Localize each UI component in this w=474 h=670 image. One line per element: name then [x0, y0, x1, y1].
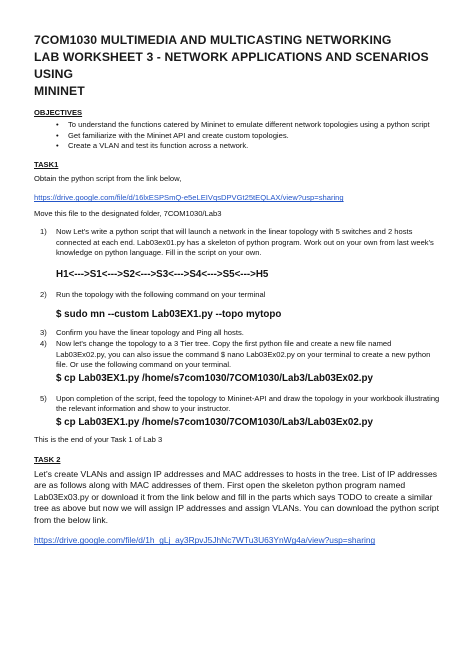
command-copy-file-2: $ cp Lab03EX1.py /home/s7com1030/7COM1030/Lab3/Lab03Ex02.py — [56, 416, 373, 428]
task1-end-note: This is the end of your Task 1 of Lab 3 — [34, 434, 163, 444]
task2-script-link[interactable]: https://drive.google.com/file/d/1h_gLj_ay3RpvJ5JhNc7WTu3U63YnWg4a/view?usp=sharing — [34, 535, 376, 546]
title-line-1: 7COM1030 MULTIMEDIA AND MULTICASTING NETWORKING — [34, 33, 392, 47]
bullet-icon: • — [56, 130, 59, 140]
step-4: 4) Now let's change the topology to a 3 Tier tree. Copy the first python file and create a new file named Lab03Ex02.py, you can also issue the command $ nano Lab03Ex02.py on your terminal to create a new python file. Or use the following command on your terminal. — [40, 338, 431, 370]
objectives-heading: OBJECTIVES — [34, 108, 83, 117]
bullet-icon: • — [56, 120, 59, 129]
title-line-2: LAB WORKSHEET 3 - NETWORK APPLICATIONS AND SCENARIOS USING — [34, 50, 429, 81]
task1-script-link[interactable]: https://drive.google.com/file/d/16lxESPSmQ-e5eLEIVqsDPVGt25tEQLAX/view?usp=sharing — [34, 193, 344, 203]
objective-item: • Create a VLAN and test its function across a network. — [56, 141, 249, 151]
objective-item: • Get familiarize with the Mininet API and create custom topologies. — [56, 130, 289, 140]
task2-description: Let's create VLANs and assign IP addresses and MAC addresses to hosts in the tree. List of IP addresses are as follows along with MAC addresses of them. First open the skeleton python program named Lab03Ex03.py or download it from the link below and fill in the parts which says TODO to create a similar tree as above but now we will assign IP addresses and assign VLANs. You can download the python script from the below link. — [34, 468, 439, 525]
task1-steps — [34, 227, 440, 259]
task1-move-instruction: Move this file to the designated folder, 7COM1030/Lab3 — [34, 209, 222, 219]
step-3: 3) Confirm you have the linear topology and Ping all hosts. — [40, 328, 244, 338]
objective-item: • To understand the functions catered by Mininet to emulate different network topologies using a python script — [56, 120, 430, 129]
step-1: 1) Now Let's write a python script that will launch a network in the linear topology with 5 switches and 2 hosts connected at each end. Lab03ex01.py has a skeleton of python program. Work out on your own from last week's knowledge on python language. Fill in the script on your own. — [40, 226, 434, 258]
task2-heading: TASK 2 — [34, 454, 61, 464]
command-run-topology: $ sudo mn --custom Lab03EX1.py --topo mytopo — [56, 309, 282, 321]
task1-heading: TASK1 — [34, 159, 59, 169]
bullet-icon: • — [56, 141, 59, 151]
document-title — [34, 32, 440, 100]
step-5: 5) Upon completion of the script, feed the topology to Mininet-API and draw the topology in your workbook illustrating the relevant information and show to your instructor. — [40, 393, 440, 414]
task1-intro: Obtain the python script from the link below, — [34, 173, 182, 183]
objectives-list — [34, 120, 440, 152]
step-2: 2) Run the topology with the following command on your terminal — [40, 289, 266, 299]
topology-diagram-text: H1<--->S1<--->S2<--->S3<--->S4<--->S5<--->H5 — [56, 268, 269, 280]
command-copy-file-1: $ cp Lab03EX1.py /home/s7com1030/7COM1030/Lab3/Lab03Ex02.py — [56, 372, 373, 384]
title-line-3: MININET — [34, 84, 85, 98]
